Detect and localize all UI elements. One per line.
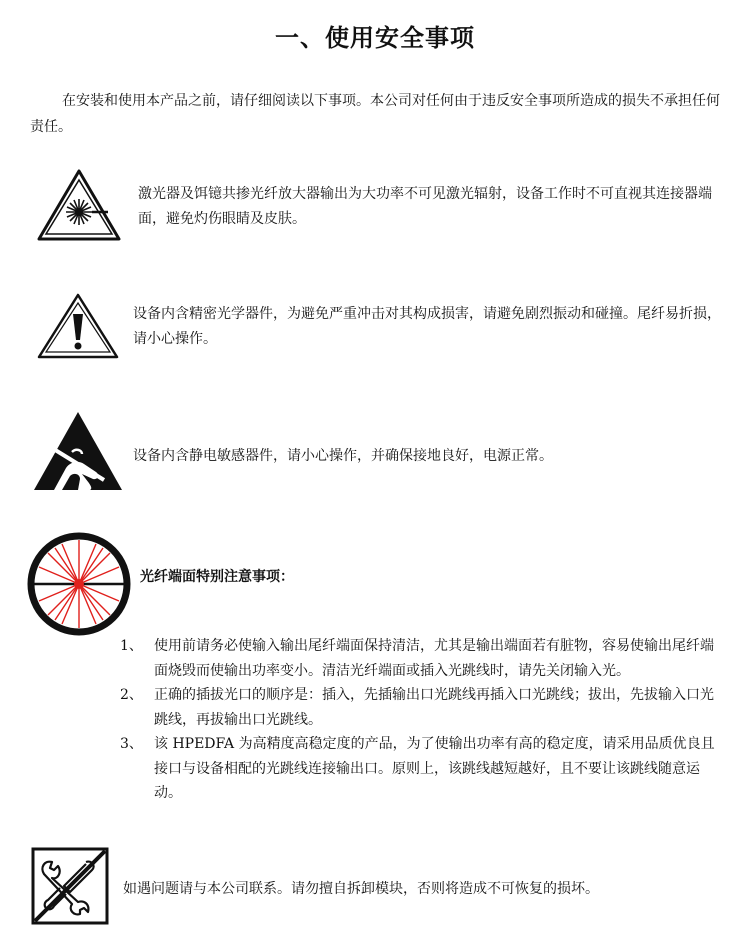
page-title: 一、使用安全事项 <box>275 24 475 52</box>
list-item-number: 2、 <box>120 687 143 703</box>
list-item <box>120 634 720 683</box>
fiber-notes-list <box>120 634 720 806</box>
esd-sensitive-icon <box>32 408 124 492</box>
list-item-text: 该 HPEDFA 为高精度高稳定度的产品，为了使输出功率有高的稳定度，请采用品质优良且接口与设备相配的光跳线连接输出口。原则上，该跳线越短越好，且不要让该跳线随意运动。 <box>154 736 715 801</box>
list-item <box>120 732 720 806</box>
esd-warning-text: 设备内含静电敏感器件，请小心操作，并确保接地良好，电源正常。 <box>133 448 553 464</box>
list-item-text: 正确的插拔光口的顺序是：插入，先插输出口光跳线再插入口光跳线；拔出，先拔输入口光跳线，再拔输出口光跳线。 <box>154 687 714 728</box>
fiber-section-title: 光纤端面特别注意事项： <box>140 569 294 585</box>
no-disassembly-text: 如遇问题请与本公司联系。请勿擅自拆卸模块，否则将造成不可恢复的损坏。 <box>123 881 599 897</box>
laser-warning-text: 激光器及饵镱共掺光纤放大器输出为大功率不可见激光辐射，设备工作时不可直视其连接器端面，避免灼伤眼睛及皮肤。 <box>138 186 712 227</box>
intro-paragraph: 在安装和使用本产品之前，请仔细阅读以下事项。本公司对任何由于违反安全事项所造成的损失不承担任何责任。 <box>30 93 720 135</box>
list-item-text: 使用前请务必使输入输出尾纤端面保持清洁，尤其是输出端面若有脏物，容易使输出尾纤端面烧毁而使输出功率变小。清洁光纤端面或插入光跳线时，请先关闭输入光。 <box>154 638 714 679</box>
list-item <box>120 683 720 732</box>
fiber-end-face-icon <box>27 532 131 636</box>
list-item-number: 1、 <box>120 638 143 654</box>
laser-warning-icon <box>36 168 122 242</box>
no-disassembly-icon <box>30 846 110 926</box>
exclamation-warning-icon <box>36 292 120 360</box>
caution-warning-text: 设备内含精密光学器件，为避免严重冲击对其构成损害，请避免剧烈振动和碰撞。尾纤易折损，请小心操作。 <box>133 306 721 347</box>
list-item-number: 3、 <box>120 736 143 752</box>
